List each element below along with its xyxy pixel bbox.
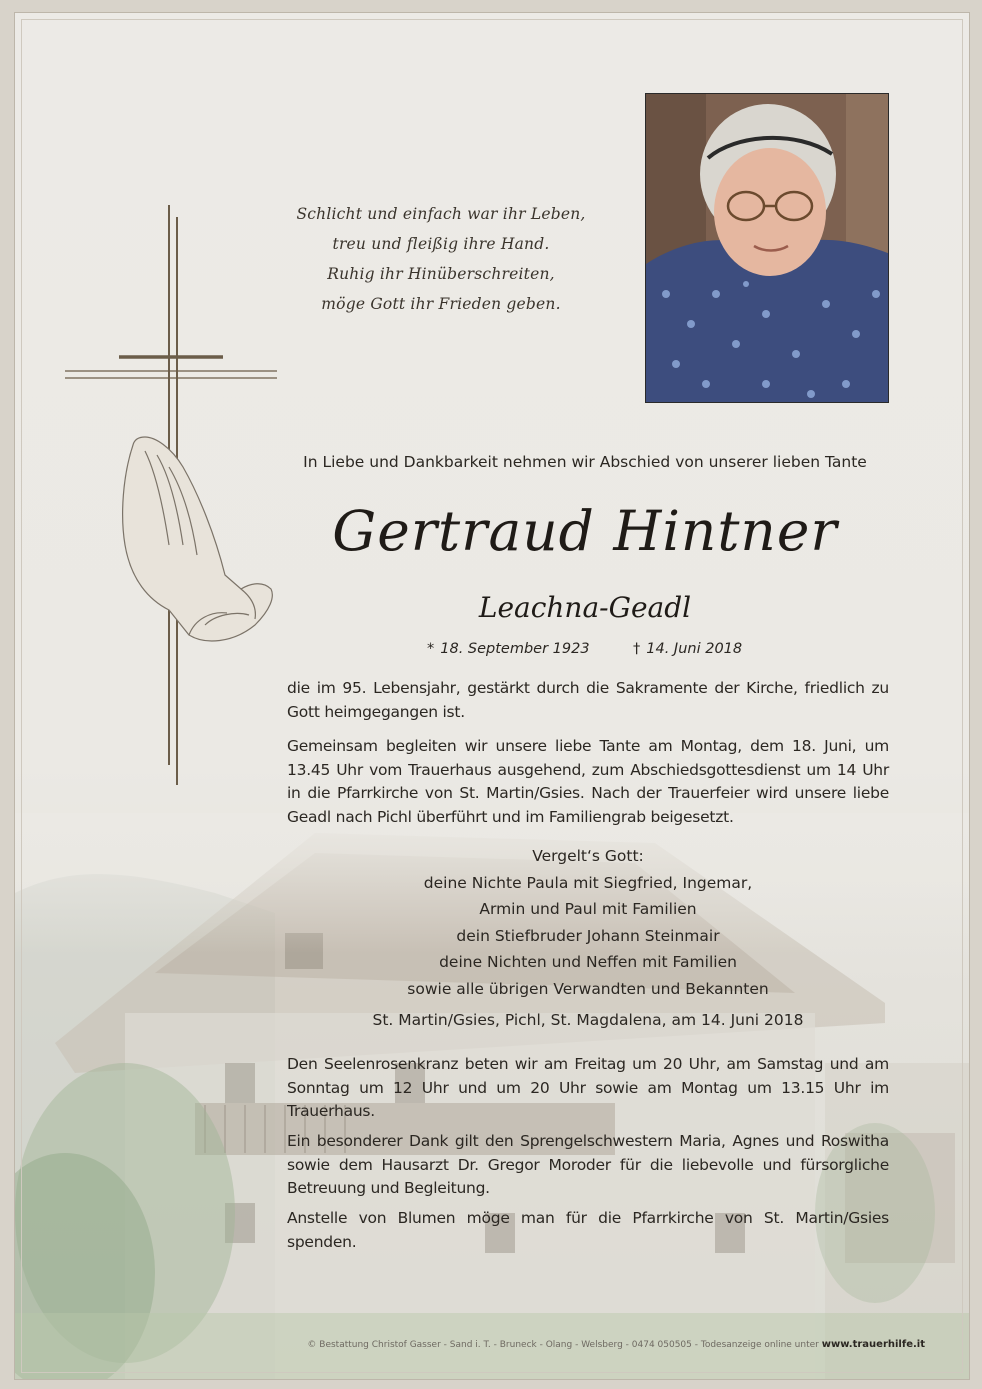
footer	[285, 1339, 925, 1350]
poem-line: möge Gott ihr Frieden geben.	[321, 295, 561, 313]
poem	[265, 199, 617, 319]
funeral-paragraph: Gemeinsam begleiten wir unsere liebe Tante am Montag, dem 18. Juni, um 13.45 Uhr vom Trauerhaus ausgehend, zum Abschiedsgottesdienst um 14 Uhr in die Pfarrkirche von St. Martin/Gsies. Nach der Trauerfeier wird unsere liebe Geadl nach Pichl überführt und im Familiengrab beigesetzt.	[287, 737, 889, 826]
deceased-name: Gertraud Hintner	[332, 499, 838, 563]
place-date: St. Martin/Gsies, Pichl, St. Magdalena, am 14. Juni 2018	[372, 1011, 804, 1029]
obituary-page	[14, 12, 970, 1380]
deceased-nickname: Leachna-Geadl	[478, 591, 692, 624]
death-date	[633, 641, 742, 657]
flowers-paragraph: Anstelle von Blumen möge man für die Pfarrkirche von St. Martin/Gsies spenden.	[287, 1209, 889, 1251]
death-date-value: 14. Juni 2018	[646, 641, 743, 657]
thanks-paragraph: Ein besonderer Dank gilt den Sprengelschwestern Maria, Agnes und Roswitha sowie dem Hausarzt Dr. Gregor Moroder für die liebevolle und fürsorgliche Betreuung und Begleitung.	[287, 1132, 889, 1197]
birth-date	[427, 641, 590, 657]
rosary-paragraph: Den Seelenrosenkranz beten wir am Freitag um 20 Uhr, am Samstag und am Sonntag um 12 Uhr und um 20 Uhr sowie am Montag um 13.15 Uhr im Trauerhaus.	[287, 1055, 889, 1120]
birth-symbol: *	[427, 641, 435, 657]
poem-line: Schlicht und einfach war ihr Leben,	[296, 205, 586, 223]
cross-icon	[65, 205, 277, 785]
intro-text: In Liebe und Dankbarkeit nehmen wir Abschied von unserer lieben Tante	[303, 453, 867, 471]
birth-date-value: 18. September 1923	[440, 641, 590, 657]
poem-line: treu und fleißig ihre Hand.	[332, 235, 550, 253]
praying-hands-icon	[123, 437, 273, 641]
mourner-line: dein Stiefbruder Johann Steinmair	[456, 926, 720, 945]
footer-website-link[interactable]: www.trauerhilfe.it	[821, 1339, 925, 1350]
mourner-line: Armin und Paul mit Familien	[479, 900, 697, 918]
mourners-list	[287, 843, 889, 1002]
footer-text: © Bestattung Christof Gasser - Sand i. T. - Bruneck - Olang - Welsberg - 0474 050505 - Todesanzeige online unter	[307, 1340, 822, 1350]
mourner-line: deine Nichte Paula mit Siegfried, Ingemar,	[423, 873, 753, 892]
poem-line: Ruhig ihr Hinüberschreiten,	[327, 265, 555, 283]
mourners-heading: Vergelt‘s Gott:	[532, 847, 644, 865]
mourner-line: deine Nichten und Neffen mit Familien	[439, 953, 737, 971]
death-symbol: †	[633, 641, 641, 657]
portrait-photo	[645, 93, 889, 403]
passing-paragraph: die im 95. Lebensjahr, gestärkt durch die Sakramente der Kirche, friedlich zu Gott heimgegangen ist.	[287, 679, 889, 721]
mourner-line: sowie alle übrigen Verwandten und Bekannten	[407, 979, 769, 998]
